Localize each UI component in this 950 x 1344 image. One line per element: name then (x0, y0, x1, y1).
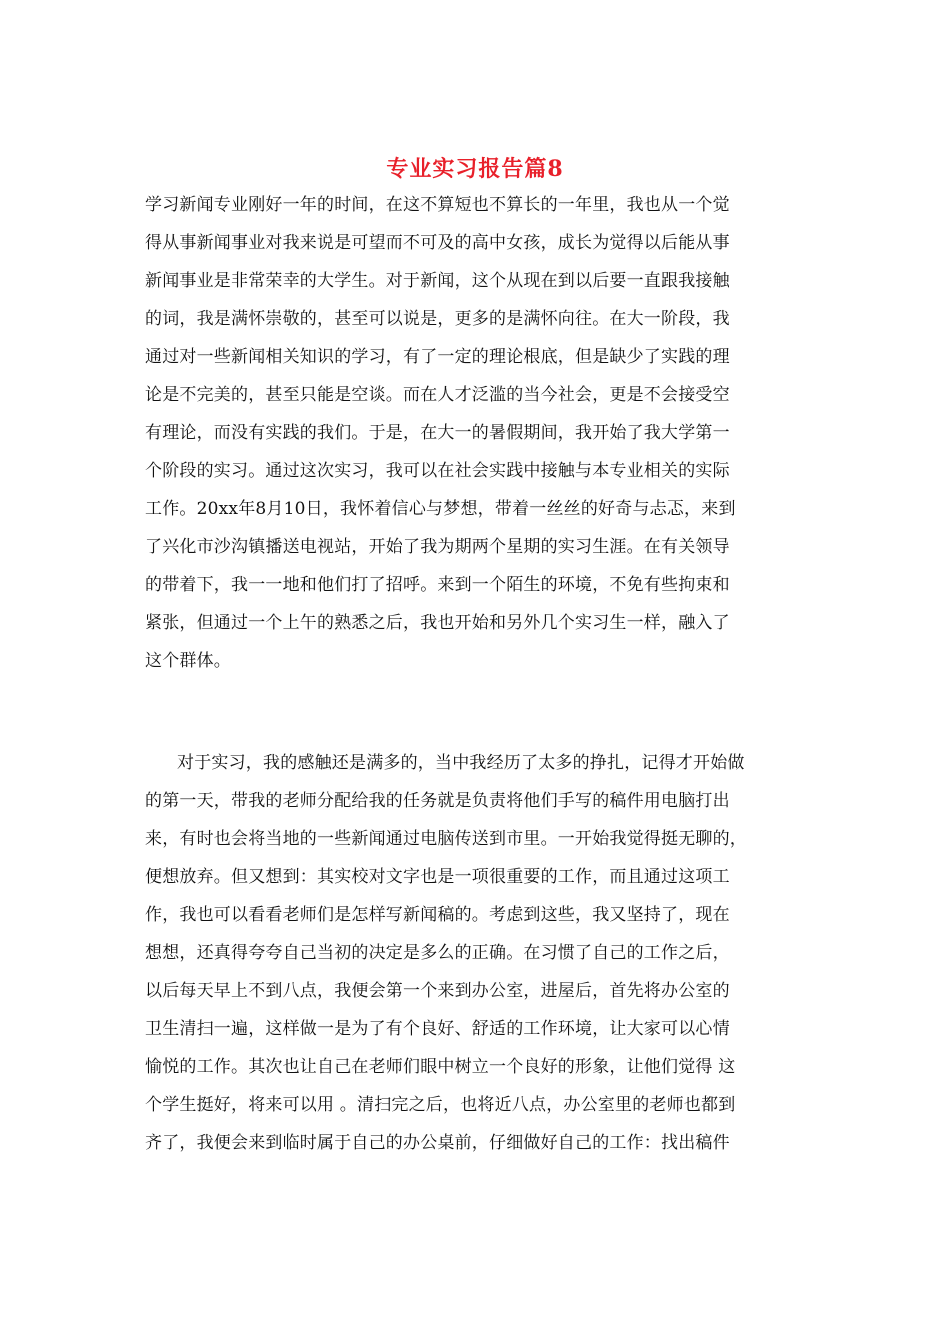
paragraph-1-line: 的带着下，我一一地和他们打了招呼。来到一个陌生的环境，不免有些拘束和 (145, 575, 730, 595)
paragraph-1-line: 有理论，而没有实践的我们。于是，在大一的暑假期间，我开始了我大学第一 (145, 423, 730, 443)
paragraph-2-line: 齐了，我便会来到临时属于自己的办公桌前，仔细做好自己的工作：找出稿件 (145, 1133, 730, 1153)
paragraph-1-line: 学习新闻专业刚好一年的时间，在这不算短也不算长的一年里，我也从一个觉 (145, 195, 730, 215)
paragraph-2-line: 对于实习，我的感触还是满多的，当中我经历了太多的挣扎，记得才开始做 (177, 753, 745, 773)
paragraph-2-line: 来，有时也会将当地的一些新闻通过电脑传送到市里。一开始我觉得挺无聊的， (145, 829, 747, 849)
paragraph-1-line: 得从事新闻事业对我来说是可望而不可及的高中女孩，成长为觉得以后能从事 (145, 233, 730, 253)
paragraph-2-line: 个学生挺好，将来可以用 。清扫完之后，也将近八点，办公室里的老师也都到 (145, 1095, 736, 1115)
paragraph-1-line: 新闻事业是非常荣幸的大学生。对于新闻，这个从现在到以后要一直跟我接触 (145, 271, 730, 291)
paragraph-2-line: 作，我也可以看看老师们是怎样写新闻稿的。考虑到这些，我又坚持了，现在 (145, 905, 730, 925)
paragraph-2-line: 想想，还真得夸夸自己当初的决定是多么的正确。在习惯了自己的工作之后， (145, 943, 730, 963)
paragraph-1-line: 这个群体。 (145, 651, 231, 671)
paragraph-2-line: 的第一天，带我的老师分配给我的任务就是负责将他们手写的稿件用电脑打出 (145, 791, 730, 811)
paragraph-1-line: 论是不完美的，甚至只能是空谈。而在人才泛滥的当今社会，更是不会接受空 (145, 385, 730, 405)
paragraph-1-line: 工作。20xx年8月10日，我怀着信心与梦想，带着一丝丝的好奇与忐忑，来到 (145, 499, 736, 519)
paragraph-1-line: 个阶段的实习。通过这次实习，我可以在社会实践中接触与本专业相关的实际 (145, 461, 730, 481)
paragraph-2-line: 以后每天早上不到八点，我便会第一个来到办公室，进屋后，首先将办公室的 (145, 981, 730, 1001)
paragraph-1-line: 通过对一些新闻相关知识的学习，有了一定的理论根底，但是缺少了实践的理 (145, 347, 730, 367)
paragraph-2-line: 便想放弃。但又想到：其实校对文字也是一项很重要的工作，而且通过这项工 (145, 867, 730, 887)
paragraph-2-line: 卫生清扫一遍，这样做一是为了有个良好、舒适的工作环境，让大家可以心情 (145, 1019, 730, 1039)
paragraph-1-line: 的词，我是满怀崇敬的，甚至可以说是，更多的是满怀向往。在大一阶段，我 (145, 309, 730, 329)
paragraph-2-line: 愉悦的工作。其次也让自己在老师们眼中树立一个良好的形象，让他们觉得 这 (145, 1057, 736, 1077)
paragraph-1-line: 了兴化市沙沟镇播送电视站，开始了我为期两个星期的实习生涯。在有关领导 (145, 537, 730, 557)
document-title: 专业实习报告篇8 (386, 156, 564, 182)
paragraph-1-line: 紧张，但通过一个上午的熟悉之后，我也开始和另外几个实习生一样，融入了 (145, 613, 730, 633)
